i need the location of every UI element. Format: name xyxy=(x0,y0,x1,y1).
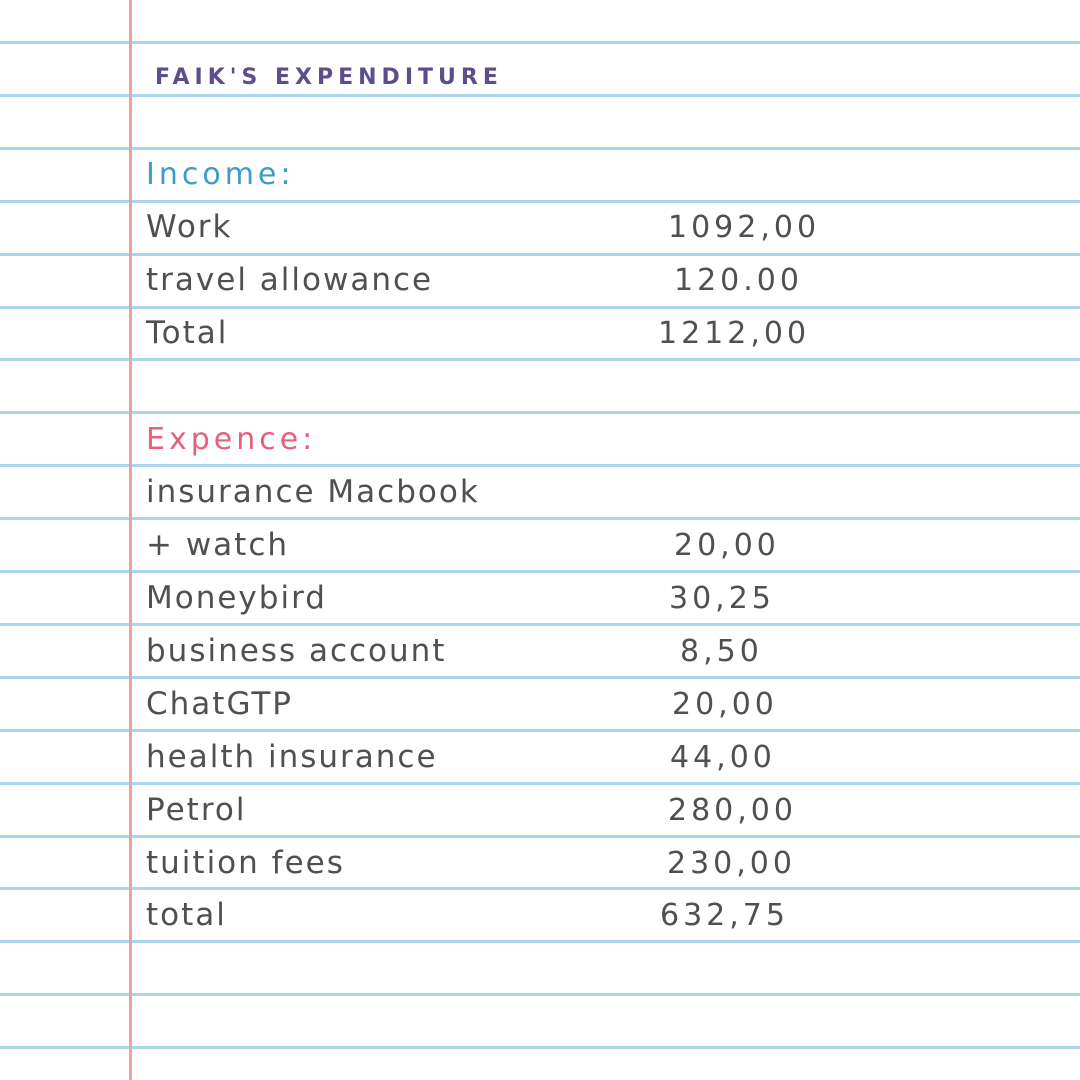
income-heading: Income: xyxy=(146,157,295,192)
income-row-amount: 1092,00 xyxy=(668,210,821,245)
expense-row-label: business account xyxy=(146,633,447,669)
expense-row-label: Moneybird xyxy=(146,580,327,616)
ruled-line xyxy=(0,41,1080,44)
ruled-line xyxy=(0,1046,1080,1049)
expense-total-label: total xyxy=(146,897,227,933)
income-row-amount: 120.00 xyxy=(674,263,803,298)
income-row-label: travel allowance xyxy=(146,262,434,298)
income-row-label: Work xyxy=(146,209,233,245)
expense-row-amount: 20,00 xyxy=(674,528,780,563)
expense-heading: Expence: xyxy=(146,422,317,457)
expense-row-label: insurance Macbook xyxy=(146,474,480,510)
expense-row-amount: 30,25 xyxy=(669,581,775,616)
ruled-line xyxy=(0,993,1080,996)
expense-row-amount: 44,00 xyxy=(670,740,776,775)
expense-row-label: health insurance xyxy=(146,739,438,775)
margin-line xyxy=(129,0,132,1080)
expense-row-amount: 20,00 xyxy=(672,687,778,722)
income-total-label: Total xyxy=(146,315,229,351)
expense-row-label: + watch xyxy=(146,527,290,563)
expense-row-label: ChatGTP xyxy=(146,686,293,722)
page-title: FAIK'S EXPENDITURE xyxy=(155,65,503,90)
expense-row-amount: 230,00 xyxy=(667,846,796,881)
expense-row-amount: 8,50 xyxy=(680,634,763,669)
expense-row-label: tuition fees xyxy=(146,845,345,881)
income-total-amount: 1212,00 xyxy=(658,316,811,351)
expense-row-label: Petrol xyxy=(146,792,247,828)
expense-row-amount: 280,00 xyxy=(668,793,797,828)
expense-total-amount: 632,75 xyxy=(660,898,789,933)
